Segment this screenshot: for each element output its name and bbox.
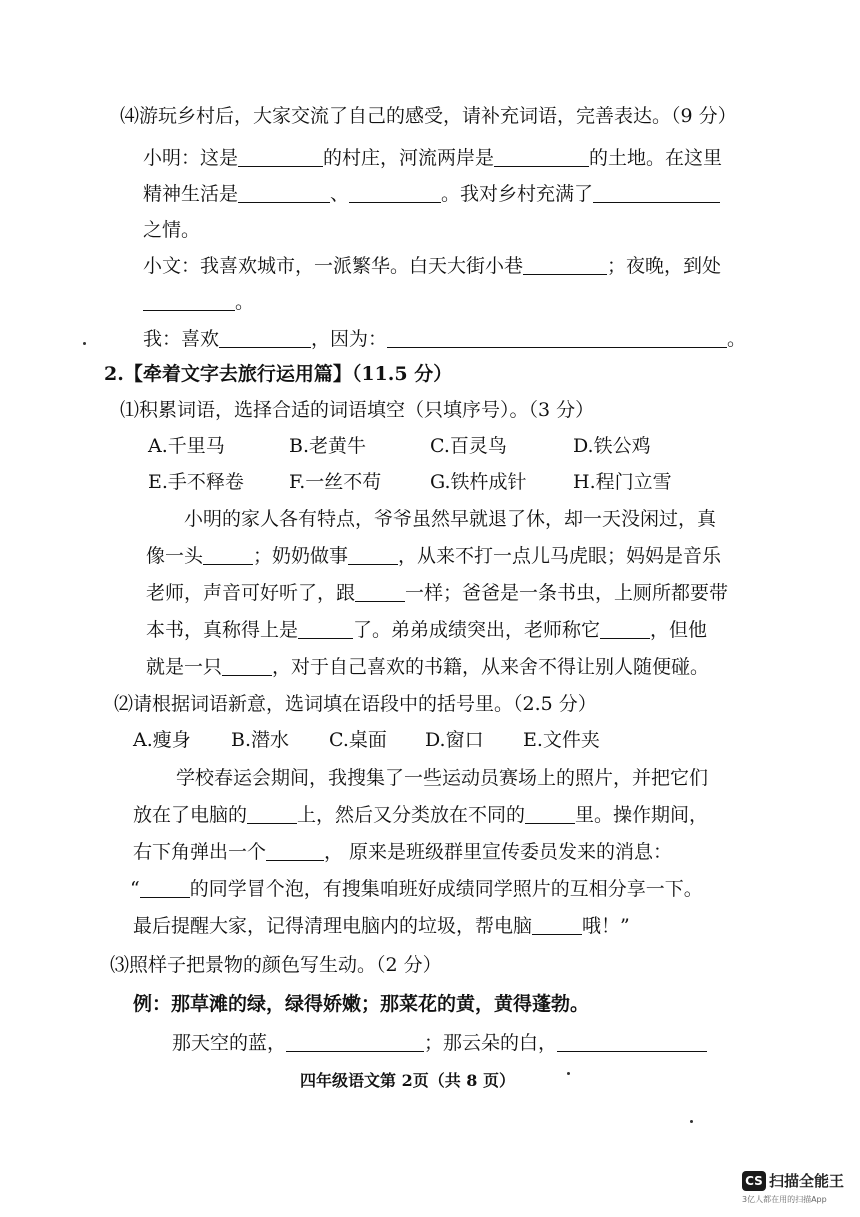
watermark-tagline: 3亿人都在用的扫描App bbox=[742, 1195, 827, 1204]
option: F.一丝不苟 bbox=[289, 471, 382, 493]
p1-text-4: 本书，真称得上是 了。弟弟成绩突出，老师称它 ，但他 bbox=[146, 619, 708, 641]
p1-text-5: 就是一只 ，对于自己喜欢的书籍，从来舍不得让别人随便碰。 bbox=[146, 656, 710, 678]
p1-options-row-2 bbox=[148, 470, 672, 494]
answer-blank[interactable] bbox=[266, 842, 324, 861]
answer-blank[interactable] bbox=[355, 583, 405, 602]
answer-blank[interactable] bbox=[140, 879, 190, 898]
answer-blank[interactable] bbox=[286, 1033, 424, 1052]
option: E.文件夹 bbox=[523, 729, 600, 751]
scan-speck bbox=[690, 1120, 693, 1123]
answer-blank[interactable] bbox=[238, 184, 330, 203]
answer-blank[interactable] bbox=[532, 916, 582, 935]
option: D.铁公鸡 bbox=[573, 435, 651, 457]
scan-speck bbox=[567, 1072, 570, 1075]
p1-text-1: 小明的家人各有特点，爷爷虽然早就退了休，却一天没闲过，真 bbox=[184, 508, 717, 530]
answer-blank[interactable] bbox=[557, 1033, 707, 1052]
p2-text-2: 放在了电脑的 上，然后又分类放在不同的 里。操作期间， bbox=[133, 804, 709, 826]
answer-blank[interactable] bbox=[600, 620, 650, 639]
answer-blank[interactable] bbox=[219, 329, 311, 348]
q4-title: ⑷游玩乡村后，大家交流了自己的感受，请补充词语，完善表达。（9 分） bbox=[120, 105, 737, 127]
p3-title: ⑶照样子把景物的颜色写生动。（2 分） bbox=[110, 954, 442, 976]
option: G.铁杵成针 bbox=[430, 471, 527, 493]
p2-options bbox=[133, 728, 600, 752]
q4-line-2: 精神生活是 、 。我对乡村充满了 bbox=[143, 182, 720, 206]
p2-text-4: “ 的同学冒个泡，有搜集咱班好成绩同学照片的互相分享一下。 bbox=[130, 878, 703, 900]
option: B.老黄牛 bbox=[289, 435, 367, 457]
q4-line-1: 小明：这是 的村庄，河流两岸是 的土地。在这里 bbox=[143, 147, 723, 169]
answer-blank[interactable] bbox=[494, 148, 589, 167]
p1-text-2: 像一头 ；奶奶做事 ，从来不打一点儿马虎眼；妈妈是音乐 bbox=[146, 545, 722, 567]
q4-line-4: 小文：我喜欢城市，一派繁华。白天大街小巷 ；夜晚，到处 bbox=[143, 255, 722, 277]
option: E.手不释卷 bbox=[148, 471, 244, 493]
answer-blank[interactable] bbox=[349, 184, 441, 203]
p2-text-1: 学校春运会期间，我搜集了一些运动员赛场上的照片，并把它们 bbox=[176, 767, 709, 789]
option: C.百灵鸟 bbox=[430, 435, 507, 457]
answer-blank[interactable] bbox=[238, 148, 323, 167]
section-2-title: 2.【牵着文字去旅行运用篇】（11.5 分） bbox=[104, 363, 453, 385]
p3-example: 例：那草滩的绿，绿得娇嫩；那菜花的黄，黄得蓬勃。 bbox=[133, 993, 590, 1015]
p1-title: ⑴积累词语，选择合适的词语填空（只填序号）。（3 分） bbox=[120, 399, 595, 421]
q4-line-5: 。 bbox=[143, 290, 254, 314]
answer-blank[interactable] bbox=[298, 620, 353, 639]
q4-line-6: 我：喜欢 ，因为： 。 bbox=[143, 328, 747, 350]
scan-speck bbox=[83, 342, 86, 345]
answer-blank[interactable] bbox=[593, 184, 720, 203]
watermark-name: 扫描全能王 bbox=[769, 1172, 845, 1190]
answer-blank[interactable] bbox=[523, 256, 607, 275]
p2-text-5: 最后提醒大家，记得清理电脑内的垃圾，帮电脑 哦！” bbox=[133, 915, 630, 937]
answer-blank[interactable] bbox=[247, 805, 297, 824]
q4-line-3: 之情。 bbox=[143, 219, 201, 241]
p2-title: ⑵请根据词语新意，选词填在语段中的括号里。（2.5 分） bbox=[114, 693, 597, 715]
camscanner-logo-icon: CS bbox=[742, 1171, 766, 1191]
option: H.程门立雪 bbox=[573, 471, 672, 493]
answer-blank[interactable] bbox=[525, 805, 575, 824]
answer-blank[interactable] bbox=[387, 329, 727, 348]
answer-blank[interactable] bbox=[203, 546, 253, 565]
option: C.桌面 bbox=[329, 729, 387, 751]
p2-text-3: 右下角弹出一个 ， 原来是班级群里宣传委员发来的消息： bbox=[133, 841, 673, 863]
option: B.潜水 bbox=[231, 729, 290, 751]
option: D.窗口 bbox=[425, 729, 484, 751]
scanner-watermark bbox=[742, 1170, 845, 1204]
answer-blank[interactable] bbox=[143, 292, 235, 311]
page-footer: 四年级语文第 2页（共 8 页） bbox=[300, 1071, 515, 1090]
p3-line-1: 那天空的蓝， ；那云朵的白， bbox=[172, 1031, 707, 1055]
option: A.千里马 bbox=[148, 435, 225, 457]
option: A.瘦身 bbox=[133, 729, 191, 751]
answer-blank[interactable] bbox=[348, 546, 398, 565]
answer-blank[interactable] bbox=[222, 657, 272, 676]
p1-text-3: 老师，声音可好听了，跟 一样；爸爸是一条书虫，上厕所都要带 bbox=[146, 582, 729, 604]
p1-options-row-1 bbox=[148, 434, 651, 458]
